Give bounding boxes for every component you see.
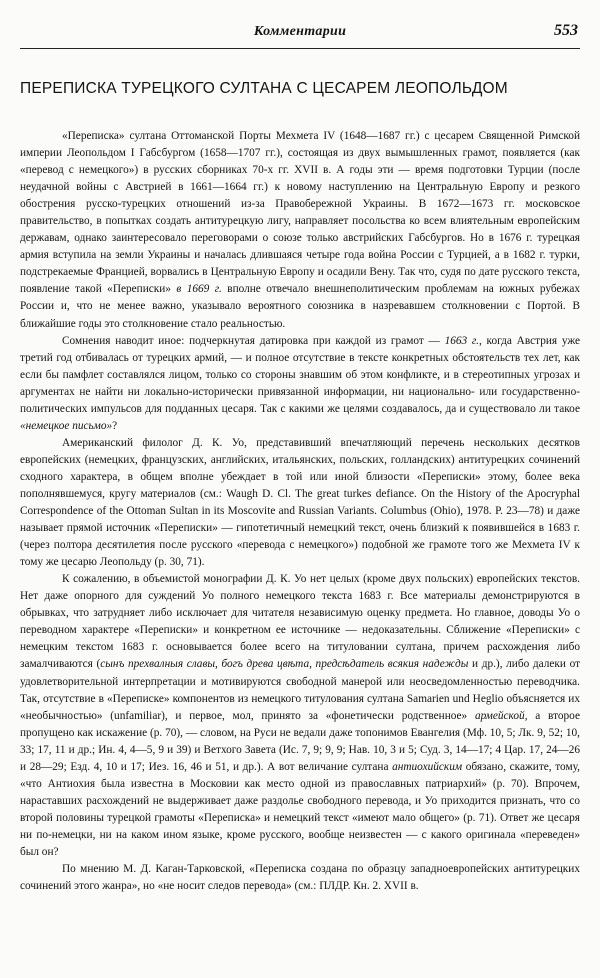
running-head xyxy=(20,22,580,49)
paragraph-5: По мнению М. Д. Каган-Тарковской, «Переписка создана по образцу западноевропейских антитурецких сочинений этого жанра», но «не носит следов перевода» (см.: ПЛДР. Кн. 2. XVII в. xyxy=(20,863,580,893)
page-number: 553 xyxy=(554,22,578,39)
article-title: ПЕРЕПИСКА ТУРЕЦКОГО СУЛТАНА С ЦЕСАРЕМ ЛЕОПОЛЬДОМ xyxy=(20,80,508,97)
paragraph-4: К сожалению, в объемистой монографии Д. К. Уо нет целых (кроме двух польских) европейских текстов. Нет даже опорного для суждений Уо полного немецкого текста 1683 г. Все материалы демонстрируются в обрывках, что затрудняет либо исключает для читателя независимую оценку предмета. Но главное, доводы Уо о переводном характере «Переписки» и конкретном ее источнике — недоказательны. Сближение «Переписки» с немецким текстом 1683 г. основывается более всего на титуловании султана, причем расхождения либо замалчиваются (сынъ прехвалныя славы, богъ древа цвѣта, предсѣдатель всякия надежды и др.), либо далеки от удовлетворительной интерпретации и мотивируются свободной манерой или неосведомленностью переводчика. Так, отсутствие в «Переписке» компонентов из немецкого титулования султана Samarien und Heglio объясняется их «необычностью» (unfamiliar), и первое, мол, принято за «фонетически родственное» армейской, а второе пропущено как искажение (р. 70), — словом, на Руси не ведали даже топонимов Евангелия (Мф. 10, 5; Лк. 9, 52; 10, 33; 17, 11 и др.; Ин. 4, 4—5, 9 и 39) и Ветхого Завета (Ис. 7, 9; 9, 9; Нав. 10, 3 и 5; Суд. 3, 14—17; 4 Цар. 17, 24—26 и 28—29; Езд. 4, 10 и 17; Иез. 16, 46 и 51, и др.). А вот величание султана антиохийским обязано, скажите, тому, «что Антиохия была известна в Московии как место одной из православных патриархий» (р. 70). Впрочем, нараставших расхождений не выдерживает даже раздолье свободного перевода, и Уо приходится признать, что со второй половины турецкой грамоты «Переписка» и немецкий текст «имеют мало общего» (р. 71). Ответ же цесаря ни по-немецки, ни на каком ином языке, кроме русского, вообще неизвестен — с какого оригинала «переведен» был он? xyxy=(20,573,581,858)
running-title: Комментарии xyxy=(253,24,347,39)
paragraph-3: Американский филолог Д. К. Уо, представивший впечатляющий перечень нескольких десятков европейских (немецких, французских, английских, итальянских, польских, голландских) антитурецких сочинений сходного характера, в общем вполне убеждает в той или иной близости «Переписки» этому, более века пополнявшемуся, кругу материалов (см.: Waugh D. Cl. The great turkes defiance. On the History of the Apocryphal Correspondence of the Ottoman Sultan in its Moscovite and Russian Variants. Columbus (Ohio), 1978. P. 23—78) и даже называет прямой источник «Переписки» — гипотетичный немецкий текст, очень близкий к появившейся в 1683 г. (через полтора десятилетия после русского «перевода с немецкого») подобной же грамоте того же Мехмета IV к тому же цесарю Леопольду (р. 30, 71). xyxy=(20,436,580,569)
article-body xyxy=(20,128,580,895)
paragraph-2: Сомнения наводит иное: подчеркнутая датировка при каждой из грамот — 1663 г., когда Австрия уже третий год отбивалась от турецких армий, — и полное отсутствие в тексте конкретных обстоятельств тех лет, как если бы памфлет составлялся лицом, только со стороны знавшим об этом конфликте, и в стереотипных угрозах и аргументах не найти ни локально-исторически привязанной информации, ни национально- или государственно-политических импульсов для подданных цесаря. Так с какими же целями создавалось, да и существовало ли такое «немецкое письмо»? xyxy=(20,334,580,432)
paragraph-1: «Переписка» султана Оттоманской Порты Мехмета IV (1648—1687 гг.) с цесарем Священной Римской империи Леопольдом I Габсбургом (1658—1707 гг.), состоящая из двух вымышленных грамот, появляется (как «перевод с немецкого») в русских сборниках 70-х гг. XVII в. А годы эти — время подготовки Турции (после неудачной войны с Австрией в 1661—1664 гг.) к новому наступлению на Центральную Европу и резкого обострения русско-турецких отношений из-за Правобережной Украины. В 1672—1673 гг. московское правительство, в попытках создать антитурецкую лигу, направляет посольства ко всем влиятельным европейским державам, однако заинтересовало переговорами о союзе только австрийских Габсбургов. Но в 1676 г. турецкая армия вступила на земли Украины и началась длившаяся четыре года война России с Турцией, а в 1682 г. турки, подстрекаемые Францией, ворвались в Центральную Европу и осадили Вену. Так что, судя по дате русского текста, появление такой «Переписки» в 1669 г. вполне отвечало внешнеполитическим проблемам на южных рубежах России и, что не менее важно, указывало вероятного союзника в назревавшем столкновении с Портой. В ближайшие годы это столкновение стало реальностью. xyxy=(20,130,581,330)
